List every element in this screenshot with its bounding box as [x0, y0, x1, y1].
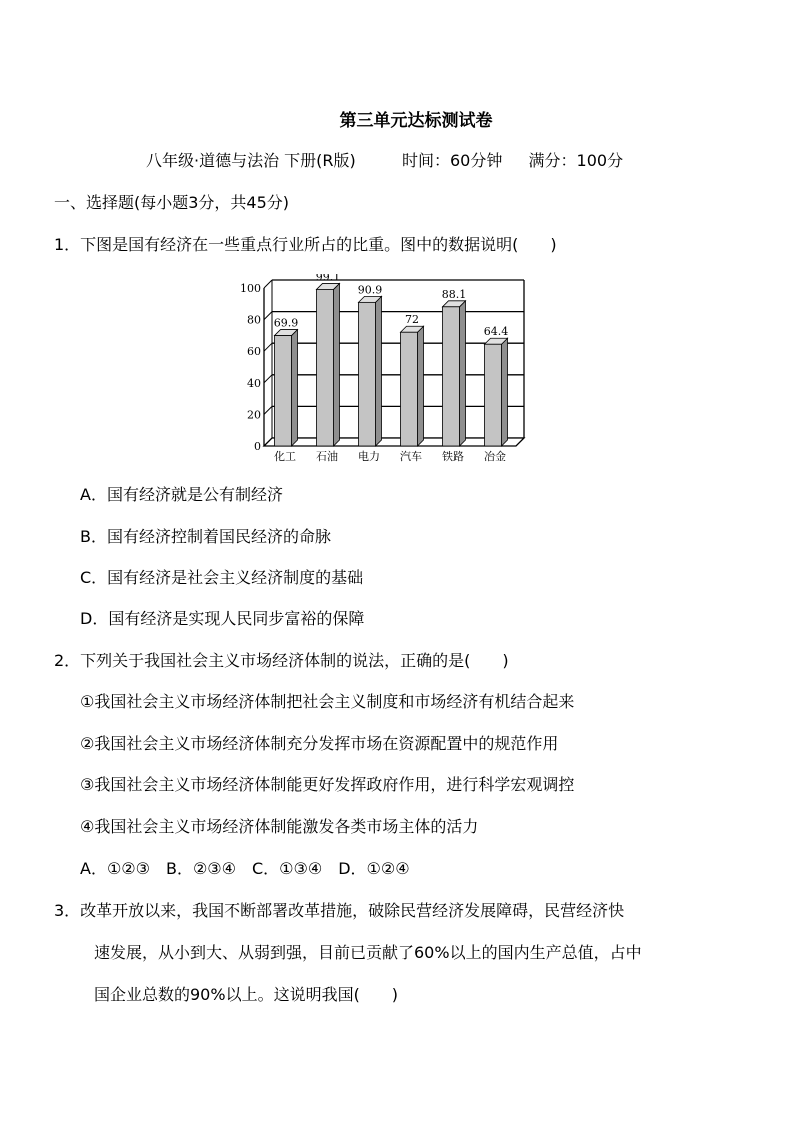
question-3-line-2: 速发展，从小到大、从弱到强，目前已贡献了60%以上的国内生产总值，占中 — [94, 943, 642, 962]
x-tick-label: 冶金 — [484, 450, 506, 463]
bar — [443, 307, 460, 446]
bar-value-label: 99.1 — [315, 274, 341, 284]
gridline-side — [264, 312, 272, 320]
gridline-side — [264, 343, 272, 351]
y-tick-label: 100 — [240, 282, 261, 295]
gridline-side — [264, 375, 272, 383]
bar — [317, 289, 334, 446]
bar-chart — [232, 274, 532, 474]
grade-subject: 八年级·道德与法治 下册(R版) — [146, 151, 356, 170]
bar — [359, 302, 376, 446]
q2-options: A．①②③ B．②③④ C．①③④ D．①②④ — [80, 859, 410, 878]
x-tick-label: 铁路 — [442, 450, 464, 463]
y-tick-label: 80 — [247, 313, 261, 327]
y-tick-label: 60 — [247, 345, 261, 359]
exam-score: 满分：100分 — [528, 151, 624, 170]
bar-value-label: 88.1 — [441, 287, 467, 301]
q2-statement-2: ②我国社会主义市场经济体制充分发挥市场在资源配置中的规范作用 — [80, 734, 559, 753]
q1-option-b: B．国有经济控制着国民经济的命脉 — [80, 527, 331, 546]
bar-value-label: 72 — [405, 313, 419, 327]
section-heading: 一、选择题(每小题3分，共45分) — [54, 193, 290, 212]
bar-side — [334, 283, 340, 446]
bar-side — [376, 296, 382, 446]
q2-statement-4: ④我国社会主义市场经济体制能激发各类市场主体的活力 — [80, 817, 479, 836]
q2-statement-1: ①我国社会主义市场经济体制把社会主义制度和市场经济有机结合起来 — [80, 692, 575, 711]
question-2-stem: 2．下列关于我国社会主义市场经济体制的说法，正确的是( ) — [54, 651, 509, 670]
q1-option-a: A．国有经济就是公有制经济 — [80, 485, 283, 504]
exam-time: 时间：60分钟 — [401, 151, 503, 170]
q2-statement-3: ③我国社会主义市场经济体制能更好发挥政府作用，进行科学宏观调控 — [80, 775, 575, 794]
question-3-line-1: 3．改革开放以来，我国不断部署改革措施，破除民营经济发展障碍，民营经济快 — [54, 901, 625, 920]
question-1-stem: 1．下图是国有经济在一些重点行业所占的比重。图中的数据说明( ) — [54, 235, 557, 254]
x-tick-label: 电力 — [358, 450, 380, 463]
bar-side — [502, 338, 508, 446]
bar — [275, 336, 292, 446]
gridline-side — [264, 280, 272, 288]
bar — [485, 344, 502, 446]
exam-info — [146, 148, 623, 171]
y-tick-label: 20 — [247, 408, 261, 422]
bar-side — [418, 326, 424, 446]
bar — [401, 332, 418, 446]
bar-side — [292, 330, 298, 446]
x-tick-label: 石油 — [316, 450, 338, 463]
bar-side — [460, 301, 466, 446]
q1-option-c: C．国有经济是社会主义经济制度的基础 — [80, 568, 364, 587]
chart-svg — [232, 274, 532, 474]
y-tick-label: 40 — [247, 376, 261, 390]
bar-value-label: 64.4 — [483, 325, 509, 339]
gridline-side — [264, 406, 272, 414]
q1-option-d: D．国有经济是实现人民同步富裕的保障 — [80, 609, 365, 628]
page-title: 第三单元达标测试卷 — [339, 111, 493, 131]
bar-value-label: 69.9 — [273, 316, 299, 330]
y-tick-label: 0 — [254, 440, 261, 453]
question-3-line-3: 国企业总数的90%以上。这说明我国( ) — [94, 985, 399, 1004]
x-tick-label: 化工 — [274, 450, 296, 463]
x-tick-label: 汽车 — [400, 450, 422, 463]
bar-value-label: 90.9 — [357, 283, 383, 297]
